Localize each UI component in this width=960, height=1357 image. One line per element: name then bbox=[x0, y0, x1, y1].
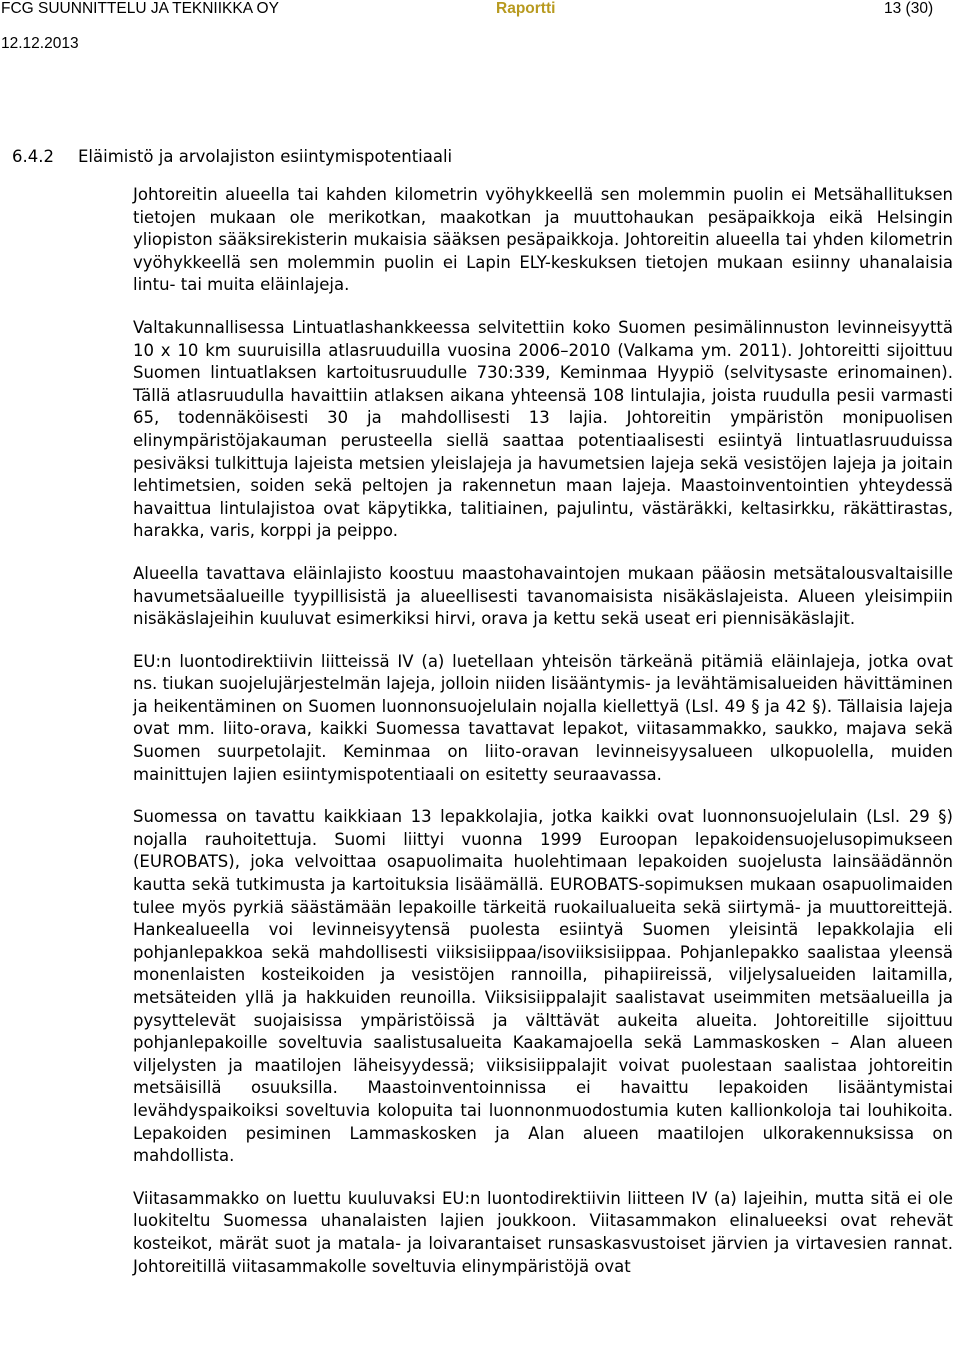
paragraph: Alueella tavattava eläinlajisto koostuu maastohavaintojen mukaan pääosin metsätalousvaltaisille havumetsäalueille tyypillisistä ja alueellisesti tavanomaisista nisäkäslajeista. Alueen yleisimpiin nisäkäslajeihin kuuluvat esimerkiksi hirvi, orava ja kettu sekä useat eri piennisäkäslajit. bbox=[133, 563, 953, 629]
paragraph: Valtakunnallisessa Lintuatlashankkeessa selvitettiin koko Suomen pesimälinnuston levinneisyyttä 10 x 10 km suuruisilla atlasruuduilla vuosina 2006–2010 (Valkama ym. 2011). Johtoreitti sijoittuu Suomen lintuatlaksen kartoitusruudulle 730:339, Keminmaa Hyypiö (selvitysaste erinomainen). Tällä atlasruudulla havaittiin atlaksen aikana yhteensä 108 lintulajia, joista ruudulla pesii varmasti 65, todennäköisesti 30 ja mahdollisesti 13 lajia. Johtoreitin ympäristön monipuolisen elinympäristöjakauman perusteella siellä saattaa potentiaalisesti esiintyä lintuatlasruuduissa pesiväksi tulkittuja lajeista metsien yleislajeja ja havumetsien lajeja sekä vesistöjen lajeja ja joitain lehtimetsien, soiden sekä peltojen ja rakennetun maan lajeja. Maastoinventointien yhteydessä havaittua lintulajistoa ovat käpytikka, talitiainen, pajulintu, västäräkki, keltasirkku, räkättirastas, harakka, varis, korppi ja peippo. bbox=[133, 317, 953, 541]
section-number: 6.4.2 bbox=[12, 147, 54, 166]
paragraph: Suomessa on tavattu kaikkiaan 13 lepakkolajia, jotka kaikki ovat luonnonsuojelulain (Lsl. 29 §) nojalla rauhoitettuja. Suomi liittyi vuonna 1999 Euroopan lepakoidensuojelusopimukseen (EUROBATS), joka velvoittaa osapuolimaita huolehtimaan lepakoiden suojelusta lainsäädännön kautta sekä tutkimusta ja kartoituksia lisäämällä. EUROBATS-sopimuksen mukaan osapuolimaiden tulee myös pyrkiä säästämään lepakoille tärkeitä ruokailualueita sekä siirtymä- ja muuttoreittejä. Hankealueella voi levinneisyytensä puolesta esiintyä Suomen yleisintä lepakkolajia eli pohjanlepakkoa sekä mahdollisesti viiksisiippaa/isoviiksisiippaa. Pohjanlepakko saalistaa yleensä monenlaisten kosteikoiden ja vesistöjen rannoilla, pihapiireissä, viljelysalueiden laitamilla, metsäteiden yllä ja hakkuiden reunoilla. Viiksisiippalajit saalistavat useimmiten metsäalueilla ja pysyttelevät suojaisissa ympäristöissä ja välttävät aukeita alueita. Johtoreitille sijoittuu pohjanlepakoille soveltuvia saalistusalueita Kaakamajoella sekä Lammaskosken – Alan alueen viljelysten ja maatilojen läheisyydessä; viiksisiippalajit voivat puolestaan saalistaa johtoreitin metsäisillä osuuksilla. Maastoinventoinnissa ei havaittu lepakoiden lisääntymistai levähdyspaikoiksi soveltuvia kolopuita tai luonnonmuodostumia kuten kallionkoloja tai louhikoita. Lepakoiden pesiminen Lammaskosken ja Alan alueen maatilojen ulkorakennuksissa on mahdollista. bbox=[133, 807, 953, 1166]
body-text bbox=[133, 184, 953, 1298]
company-name: FCG SUUNNITTELU JA TEKNIIKKA OY bbox=[1, 0, 279, 17]
section-heading bbox=[0, 145, 452, 169]
document-type: Raportti bbox=[496, 0, 556, 17]
page-number: 13 (30) bbox=[884, 0, 934, 17]
paragraph: Johtoreitin alueella tai kahden kilometrin vyöhykkeellä sen molemmin puolin ei Metsähallituksen tietojen mukaan ole merikotkan, maakotkan ja muuttohaukan pesäpaikkoja eikä Helsingin yliopiston sääksirekisterin mukaisia sääksen pesäpaikkoja. Johtoreitin alueella tai yhden kilometrin vyöhykkeellä sen molemmin puolin ei Lapin ELY-keskuksen tietojen mukaan esiinny uhanalaisia lintu- tai muita eläinlajeja. bbox=[133, 185, 953, 295]
section-title: Eläimistö ja arvolajiston esiintymispotentiaali bbox=[78, 147, 453, 166]
page-header bbox=[0, 0, 960, 60]
document-date: 12.12.2013 bbox=[1, 35, 79, 52]
paragraph: Viitasammakko on luettu kuuluvaksi EU:n luontodirektiivin liitteen IV (a) lajeihin, mutta sitä ei ole luokiteltu Suomessa uhanalaisten lajien joukkoon. Viitasammakon elinalueeksi ovat rehevät kosteikot, märät suot ja matala- ja loivarantaiset runsaskasvustoiset järvien ja virtavesien rannat. Johtoreitillä viitasammakolle soveltuvia elinympäristöjä ovat bbox=[133, 1188, 953, 1276]
paragraph: EU:n luontodirektiivin liitteissä IV (a) luetellaan yhteisön tärkeänä pitämiä eläinlajeja, jotka ovat ns. tiukan suojelujärjestelmän lajeja, jolloin niiden lisääntymis- ja levähtämisalueiden hävittäminen ja heikentäminen on Suomen luonnonsuojelulain nojalla kiellettyä (Lsl. 49 § ja 42 §). Tällaisia lajeja ovat mm. liito-orava, kaikki Suomessa tavattavat lepakot, viitasammakko, saukko, majava sekä Suomen suurpetolajit. Keminmaa on liito-oravan levinneisyysalueen ulkopuolella, muiden mainittujen lajien esiintymispotentiaali on esitetty seuraavassa. bbox=[133, 651, 953, 784]
